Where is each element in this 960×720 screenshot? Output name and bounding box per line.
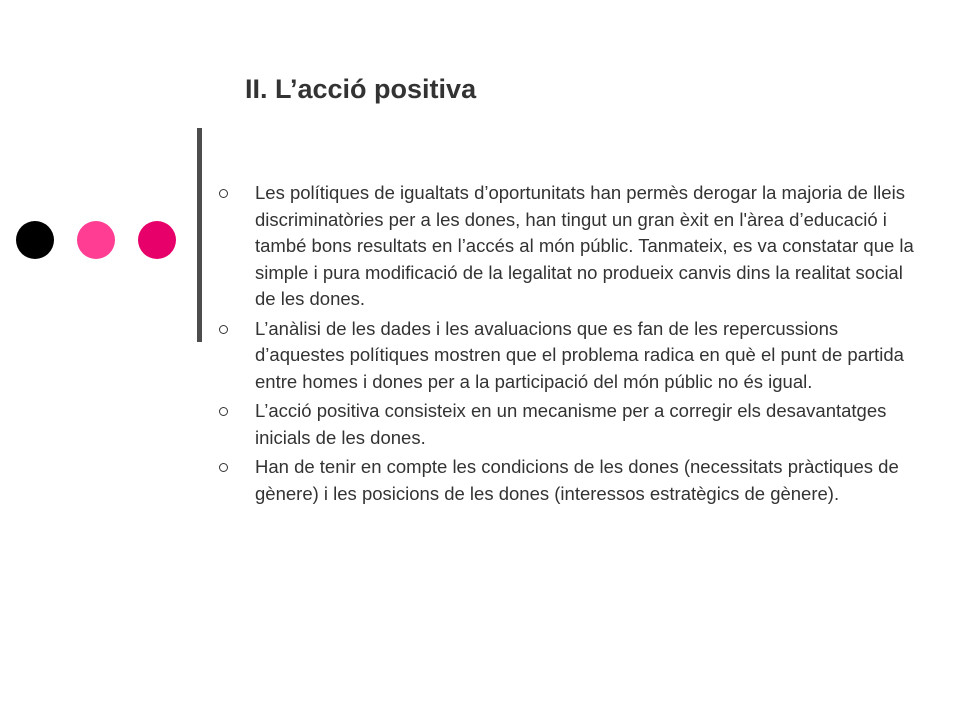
- decor-dot-pink: [77, 221, 115, 259]
- bullet-list: [215, 180, 915, 510]
- bullet-item: [215, 316, 915, 396]
- decor-dot-magenta: [138, 221, 176, 259]
- decor-dot-black: [16, 221, 54, 259]
- bullet-text: L’anàlisi de les dades i les avaluacions que es fan de les repercussions d’aquestes polítiques mostren que el problema radica en què el punt de partida entre homes i dones per a la participació del món públic no és igual.: [255, 317, 904, 392]
- vertical-divider: [197, 128, 202, 342]
- bullet-circle-icon: [219, 189, 228, 198]
- bullet-item: [215, 180, 915, 313]
- bullet-text: Les polítiques de igualtats d’oportunitats han permès derogar la majoria de lleis discriminatòries per a les dones, han tingut un gran èxit en l'àrea d’educació i també bons resultats en l’accés al món públic. Tanmateix, es va constatar que la simple i pura modificació de la legalitat no produeix canvis dins la realitat social de les dones.: [255, 182, 914, 309]
- bullet-item: [215, 454, 915, 507]
- bullet-circle-icon: [219, 463, 228, 472]
- bullet-circle-icon: [219, 325, 228, 334]
- slide-title: II. L’acció positiva: [245, 74, 477, 104]
- bullet-text: L’acció positiva consisteix en un mecanisme per a corregir els desavantatges inicials de les dones.: [255, 400, 887, 448]
- bullet-text: Han de tenir en compte les condicions de les dones (necessitats pràctiques de gènere) i les posicions de les dones (interessos estratègics de gènere).: [255, 456, 899, 504]
- bullet-item: [215, 398, 915, 451]
- bullet-circle-icon: [219, 407, 228, 416]
